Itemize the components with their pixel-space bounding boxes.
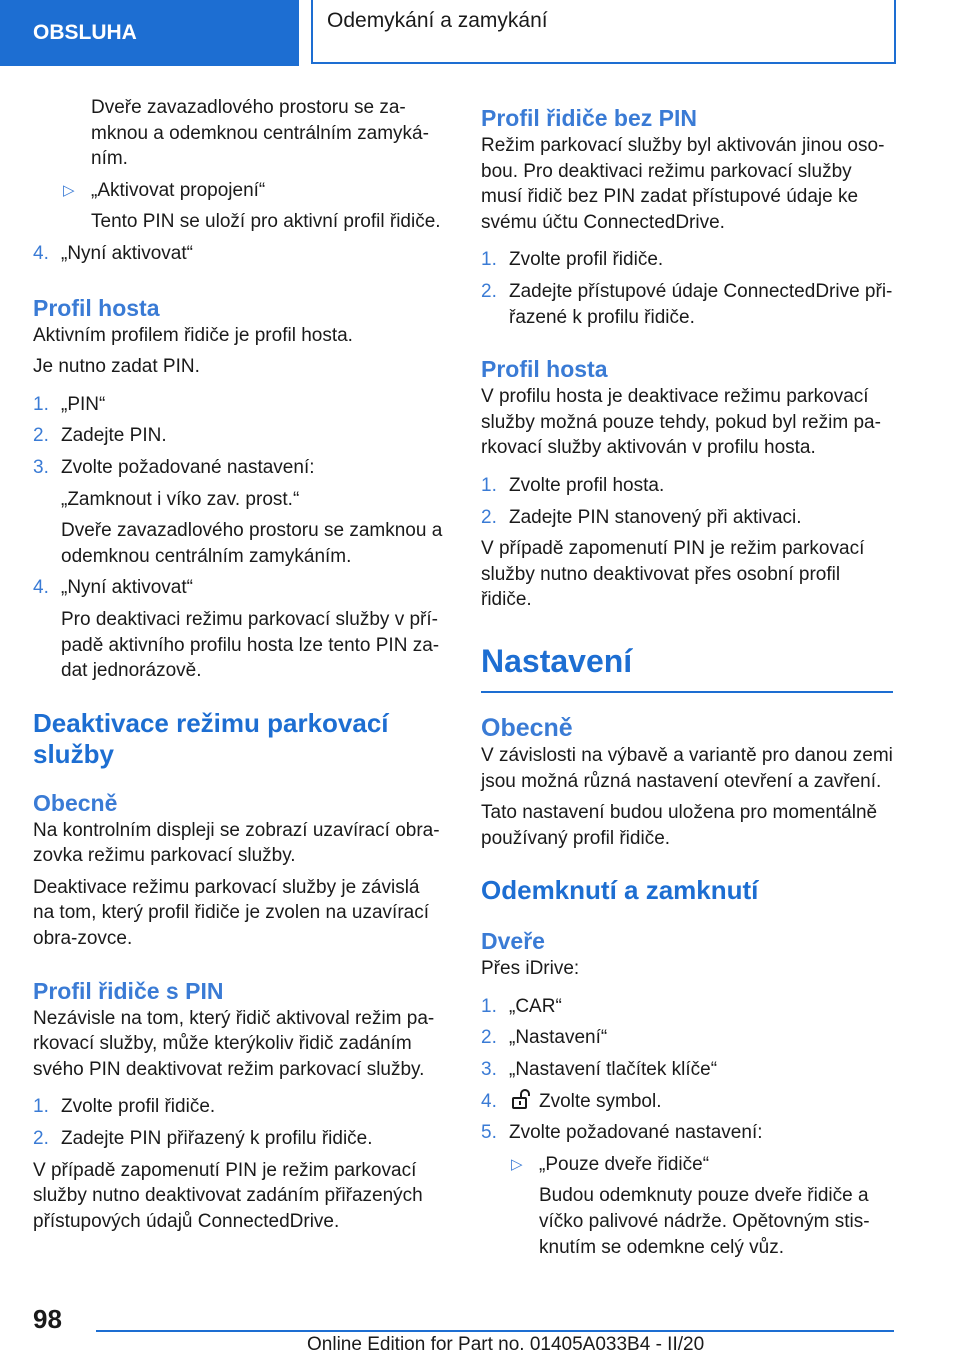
paragraph: Na kontrolním displeji se zobrazí uzavírací obra-zovka režimu parkovací služby. <box>33 819 440 867</box>
triangle-bullet-icon: ▷ <box>63 181 75 199</box>
list-item: 4. Zvolte symbol. <box>481 1090 662 1112</box>
step-sub-text: „Zamknout i víko zav. prost.“ <box>61 488 300 510</box>
doors-steps-list <box>481 994 893 1146</box>
list-item: 4. „Nyní aktivovat“ <box>33 241 445 267</box>
driver-no-pin-heading: Profil řidiče bez PIN <box>481 105 697 131</box>
guest-profile-heading: Profil hosta <box>481 356 608 383</box>
list-item: 2. Zadejte PIN. <box>33 425 167 447</box>
doors-option: ▷ „Pouze dveře řidiče“ <box>481 1152 893 1178</box>
intro-option: ▷ „Aktivovat propojení“ <box>33 178 445 204</box>
page-number: 98 <box>33 1304 62 1334</box>
paragraph: Přes iDrive: <box>481 958 580 980</box>
list-item: 5. Zvolte požadované nastavení: <box>481 1122 763 1144</box>
intro-option-text: Tento PIN se uloží pro aktivní profil řidiče. <box>91 211 441 233</box>
paragraph: Je nutno zadat PIN. <box>33 356 200 378</box>
doors-option-text: Budou odemknuty pouze dveře řidiče a víčko palivové nádrže. Opětovným stis-knutím se odemkne celý vůz. <box>539 1185 870 1258</box>
triangle-bullet-icon: ▷ <box>511 1155 523 1173</box>
intro-continuation: Dveře zavazadlového prostoru se za-mknou a odemknou centrálním zamyká-ním. <box>91 97 429 170</box>
list-item: 1. Zvolte profil řidiče. <box>33 1096 216 1118</box>
list-item: 2. Zadejte PIN přiřazený k profilu řidiče. <box>33 1128 373 1150</box>
list-item: 1. „PIN“ <box>33 393 106 415</box>
doors-heading: Dveře <box>481 928 545 955</box>
paragraph: Nezávisle na tom, který řidič aktivoval režim pa-rkovací služby, může kterýkoliv řidič zadáním svého PIN deaktivovat režim parkovací služby. <box>33 1007 435 1080</box>
list-item: 1. Zvolte profil řidiče. <box>481 249 664 271</box>
no-pin-steps-list <box>481 247 893 330</box>
chapter-title: Odemykání a zamykání <box>327 9 548 32</box>
settings-chapter-heading: Nastavení <box>481 641 893 693</box>
left-column <box>33 95 445 1240</box>
paragraph: Režim parkovací služby byl aktivován jinou oso-bou. Pro deaktivaci režimu parkovací služby musí řidič bez PIN zadat přístupové údaje ke svému účtu ConnectedDrive. <box>481 135 885 233</box>
paragraph: Deaktivace režimu parkovací služby je závislá na tom, který profil řidiče je zvolen na uzavírací obra-zovce. <box>33 876 430 950</box>
list-item: 1. „CAR“ <box>481 995 562 1017</box>
step-sub-text: Pro deaktivaci režimu parkovací služby v pří-padě aktivního profilu hosta lze tento PIN za-dat jednorázově. <box>61 608 440 682</box>
general-heading: Obecně <box>33 789 118 816</box>
page-header <box>0 0 960 66</box>
right-column <box>481 95 893 1266</box>
pin-steps-list <box>33 1094 445 1151</box>
chapter-tab <box>311 0 896 64</box>
paragraph: V případě zapomenutí PIN je režim parkovací služby nutno deaktivovat přes osobní profil řidiče. <box>481 538 865 611</box>
guest-steps-list <box>33 392 445 481</box>
list-item: 1. Zvolte profil hosta. <box>481 474 665 496</box>
list-item: 2. Zadejte přístupové údaje ConnectedDrive při-řazené k profilu řidiče. <box>481 280 893 328</box>
list-item: 3. Zvolte požadované nastavení: <box>33 456 315 478</box>
deactivation-heading: Deaktivace režimu parkovací služby <box>33 707 389 769</box>
paragraph: V profilu hosta je deaktivace režimu parkovací služby možná pouze tehdy, pokud byl režim pa-rkovací služby aktivován v profilu hosta. <box>481 386 881 459</box>
step-number: 4. <box>33 242 49 264</box>
list-item: 2. Zadejte PIN stanovený při aktivaci. <box>481 506 802 528</box>
list-item: 2. „Nastavení“ <box>481 1027 608 1049</box>
paragraph: V závislosti na výbavě a variantě pro danou zemi jsou možná různá nastavení otevření a zavření. <box>481 744 893 792</box>
footer-divider <box>96 1330 894 1332</box>
step-sub-text: Dveře zavazadlového prostoru se zamknou a odemknou centrálním zamykáním. <box>61 520 443 567</box>
footer-edition: Online Edition for Part no. 01405A033B4 - II/20 <box>307 1334 705 1355</box>
guest-profile-heading: Profil hosta <box>33 294 160 321</box>
paragraph: Tato nastavení budou uložena pro momentálně používaný profil řidiče. <box>481 802 878 849</box>
guest-steps-list <box>481 473 893 530</box>
driver-pin-heading: Profil řidiče s PIN <box>33 977 224 1004</box>
general-heading: Obecně <box>481 713 573 742</box>
list-item: 4. „Nyní aktivovat“ <box>33 577 193 599</box>
unlock-icon <box>511 1089 533 1109</box>
unlock-lock-heading: Odemknutí a zamknutí <box>481 875 759 906</box>
section-tab: OBSLUHA <box>0 0 299 66</box>
paragraph: V případě zapomenutí PIN je režim parkovací služby nutno deaktivovat zadáním přiřazených přístupových údajů ConnectedDrive. <box>33 1159 423 1232</box>
paragraph: Aktivním profilem řidiče je profil hosta. <box>33 324 353 346</box>
list-item: 3. „Nastavení tlačítek klíče“ <box>481 1059 718 1081</box>
